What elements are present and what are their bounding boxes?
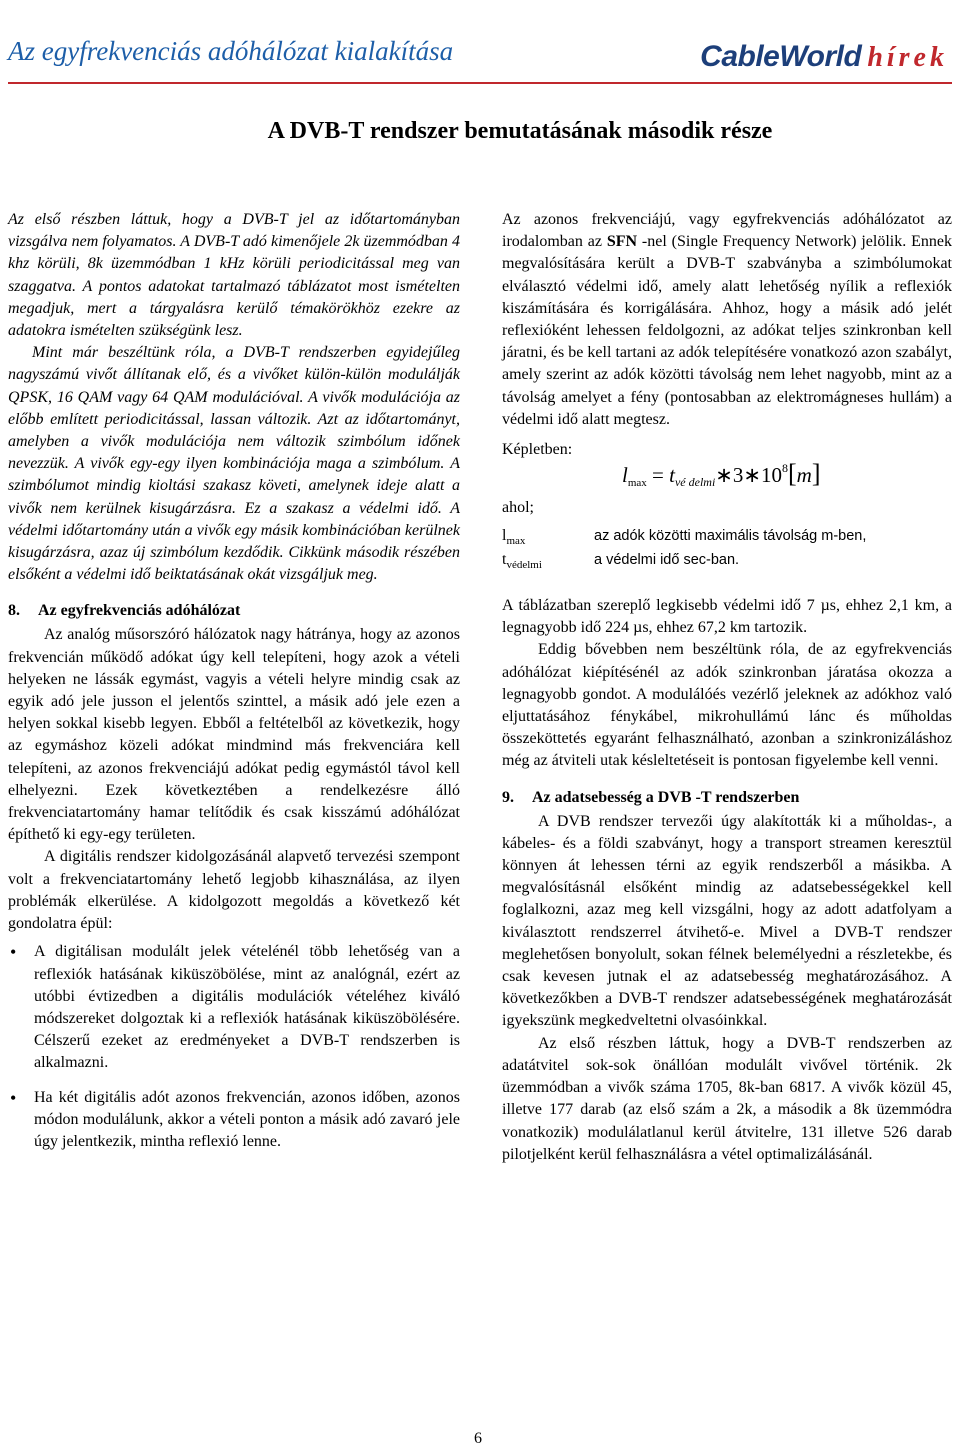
- logo-sub-text: hírek: [867, 42, 948, 73]
- guard-interval-paragraph: A táblázatban szereplő legkisebb védelmi idő 7 µs, ehhez 2,1 km, a legnagyobb idő 224 µs, ehhez 67,2 km tartozik.: [502, 597, 952, 637]
- definition-row: [502, 549, 739, 576]
- bullet-item-2: • Ha két digitális adót azonos frekvencián, azonos időben, azonos módon modulálunk, akkor a vételi ponton a másik adó zavaró jele úgy jelentkezik, mintha reflexió lenne.: [8, 1087, 460, 1154]
- header-rule: [8, 82, 952, 84]
- sfn-abbrev: SFN: [606, 233, 638, 251]
- page-header: [0, 0, 960, 84]
- definition-text: a védelmi idő sec-ban.: [594, 552, 740, 569]
- formula-t-sub: vé delmi: [674, 475, 716, 490]
- distance-formula: [622, 457, 821, 494]
- sfn-text-before: Az azonos frekvenciájú, vagy egyfrekvenciás adóhálózatot az irodalomban az: [502, 211, 952, 251]
- section-8-heading: [8, 600, 460, 622]
- section-9-title: Az adatsebesség a DVB -T rendszerben: [532, 788, 800, 806]
- right-column: [502, 209, 952, 1166]
- formula-exp: 8: [782, 461, 788, 476]
- formula-bracket-open: [: [788, 459, 797, 489]
- article-title: A DVB-T rendszer bemutatásának második része: [267, 118, 773, 144]
- definition-symbol-base: l: [502, 527, 507, 545]
- section-9-number: 9.: [502, 788, 514, 806]
- intro-paragraph-2: Mint már beszéltünk róla, a DVB-T rendszerben egyidejűleg nagyszámú vivőt állítanak elő, és a vivőket külön-külön modulálják QPSK, 16 QAM vagy 64 QAM modulációval. A vivők modulációja az előbb említett periodicitással, lassan változik. Azt az időtartományt, amelyben a vivők modulációja nem változik szimbólum időnek nevezzük. A vivők egy-egy ilyen kombinációja maga a szimbólum. A szimbólumot mindig kioltási szakasz követi, amelynek ideje alatt a vivők nem kerülnek kisugárzásra. Ez a szakasz a védelmi idő. A védelmi időtartomány után a vivők egy másik kombinációban kerülnek kisugárzásra, azaz új szimbólum kezdődik. Cikkünk második részében elsőként a védelmi idő beiktatásának okát vizsgáljuk meg.: [8, 344, 460, 584]
- formula-l-sub: max: [627, 477, 647, 490]
- definition-symbol-sub: max: [506, 535, 526, 548]
- sync-paragraph: Eddig bővebben nem beszéltünk róla, de az egyfrekvenciás adóhálózat kiépítésénél az adók szinkronban járatása okozza a legnagyobb gondot. A modulálóés vezérlő jeleknek az adókhoz való eljuttatásához fénykábel, mikrohullámú lánc és műholdas összeköttetés egyaránt felhasználható, azonban a szinkronizáláshoz még az átviteli utak késleltetéseit is pontosan figyelembe kell venni.: [502, 641, 952, 770]
- intro-paragraph-1: Az első részben láttuk, hogy a DVB-T jel az időtartományban vizsgálva nem folyamatos. A DVB-T adó kimenőjele 2k üzemmódban 4 khz körüli, 8k üzemmódban 1 kHz körüli periodicitással meg van szaggatva. A pontos adatokat tartalmazó táblázatot most ismételten megadjuk, mert a tárgyalásra kerülő témakörökhöz ezekre az adatokra ismételten szükségünk lesz.: [8, 211, 460, 340]
- bullet-item-1: • A digitálisan modulált jelek vételénél több lehetőség van a reflexiók hatásának kiküszöbölése, mint az analógnál, ezért az utóbbi évtizedben a digitális modulációk vételéhez kiváló módszereket dolgoztak ki a reflexiók hatásának kiküszöbölésére. Célszerű ezeket az eredményeket a DVB-T rendszerben is alkalmazni.: [8, 941, 460, 1074]
- section-9-heading: [502, 787, 952, 809]
- logo-main-text: CableWorld: [700, 40, 862, 73]
- section-8-title: Az egyfrekvenciás adóhálózat: [38, 602, 241, 620]
- cableworld-logo: [700, 40, 948, 74]
- section-9-paragraph-2: Az első részben láttuk, hogy a DVB-T rendszerben az adatátvitel sok-sok önállóan modulált vivővel történik. 2k üzemmódban a vivők száma 1705, 8k-ban 6817. A vivők közül 45, illetve 177 darab (az első szám a 2k, a második a 8k üzemmódra vonatkozik) modulálatlanul kerül átvitelre, 131 illetve 526 darab pilotjelként kerül felhasználásra a vétel optimalizálásánál.: [502, 1034, 952, 1163]
- section-8-paragraph-2: A digitális rendszer kidolgozásánál alapvető tervezési szempont volt a frekvenciatartomány lehető legjobb kihasználása, az ilyen problémák elkerülése. A kidolgozott megoldás a következő két gondolatra épül:: [8, 848, 460, 933]
- section-9-paragraph-1: A DVB rendszer tervezői úgy alakították ki a műholdas-, a kábeles- és a földi szabványt, hogy a transport streamen keresztül könnyen át lehessen térni az egyik rendszerből a másikba. A megvalósításnál elsőként mindig az adatsebességekkel kell foglalkozni, azaz meg kell vizsgálni, hogy az adott adatfolyam a kiválasztott rendszerrel átvihető-e. Mivel a DVB-T rendszer meglehetősen bonyolult, sokan félnek belemélyedni a részletekbe, és csak kevesen jutnak el az adatsebesség meghatározásához. A következőkben a DVB-T rendszer adatsebességének meghatározását igyekszünk megkedveltetni olvasóinkkal.: [502, 812, 952, 1030]
- formula-block: [502, 439, 952, 525]
- definition-symbol-base: t: [502, 551, 507, 569]
- formula-l: l: [622, 463, 628, 488]
- section-8-paragraph-1: Az analóg műsorszóró hálózatok nagy hátránya, hogy az azonos frekvencián működő adókat úgy kell telepíteni, hogy azok a vételi helyeken ne lássák egymást, vagyis a vételi helyre mindig csak az egyik adó jele jusson el jelentős szinttel, a másik adó jele ezen a helyen sokkal kisebb legyen. Ebből a feltételből az következik, hogy az egymáshoz közeli adókat mindmind más frekvenciára kell telepíteni, az azonos frekvenciájú adókat pedig egymástól távol kell elhelyezni. Ezek következtében a rendelkezésre álló frekvenciatartomány hamar telítődik és csak kisszámú adóhálózat építhető ki egy-egy területen.: [8, 626, 460, 844]
- sfn-text-after: -nel (Single Frequency Network) jelölik. Ennek megvalósítására került a DVB-T szabványba a szimbólumokat elválasztó védelmi idő, amely alatt lehetőség nyílik a reflexiók kiszámítására és korrigálására. Ahhoz, hogy a másik adó jelét reflexióként lehessen feldolgozni, az adókat teljes szinkronban kell járatni, és be kell tartani az adók telepítésére vonatkozó azon szabályt, amely szerint az adók közötti távolság nem lehet nagyobb, mint az a távolság amelyet a fény (pontosabban az elektromágneses hullám) a védelmi idő alatt megtesz.: [502, 233, 952, 428]
- formula-mult: ∗3∗10: [715, 463, 782, 488]
- section-8-number: 8.: [8, 602, 20, 620]
- formula-label: Képletben:: [502, 441, 573, 459]
- bullet-list: [8, 941, 460, 1153]
- page-number: 6: [474, 1430, 482, 1447]
- running-title: Az egyfrekvenciás adóhálózat kialakítása: [8, 36, 454, 66]
- formula-equals: =: [652, 463, 664, 488]
- left-column: [8, 209, 460, 1165]
- definition-text: az adók közötti maximális távolság m-ben,: [594, 528, 867, 545]
- sfn-paragraph: [502, 209, 952, 431]
- definitions: [502, 499, 952, 595]
- definitions-label: ahol;: [502, 499, 534, 517]
- formula-bracket-close: ]: [811, 459, 821, 489]
- formula-t: t: [669, 463, 675, 488]
- definition-symbol: [502, 549, 594, 576]
- definition-symbol-sub: védelmi: [506, 559, 542, 572]
- formula-unit: m: [796, 463, 812, 488]
